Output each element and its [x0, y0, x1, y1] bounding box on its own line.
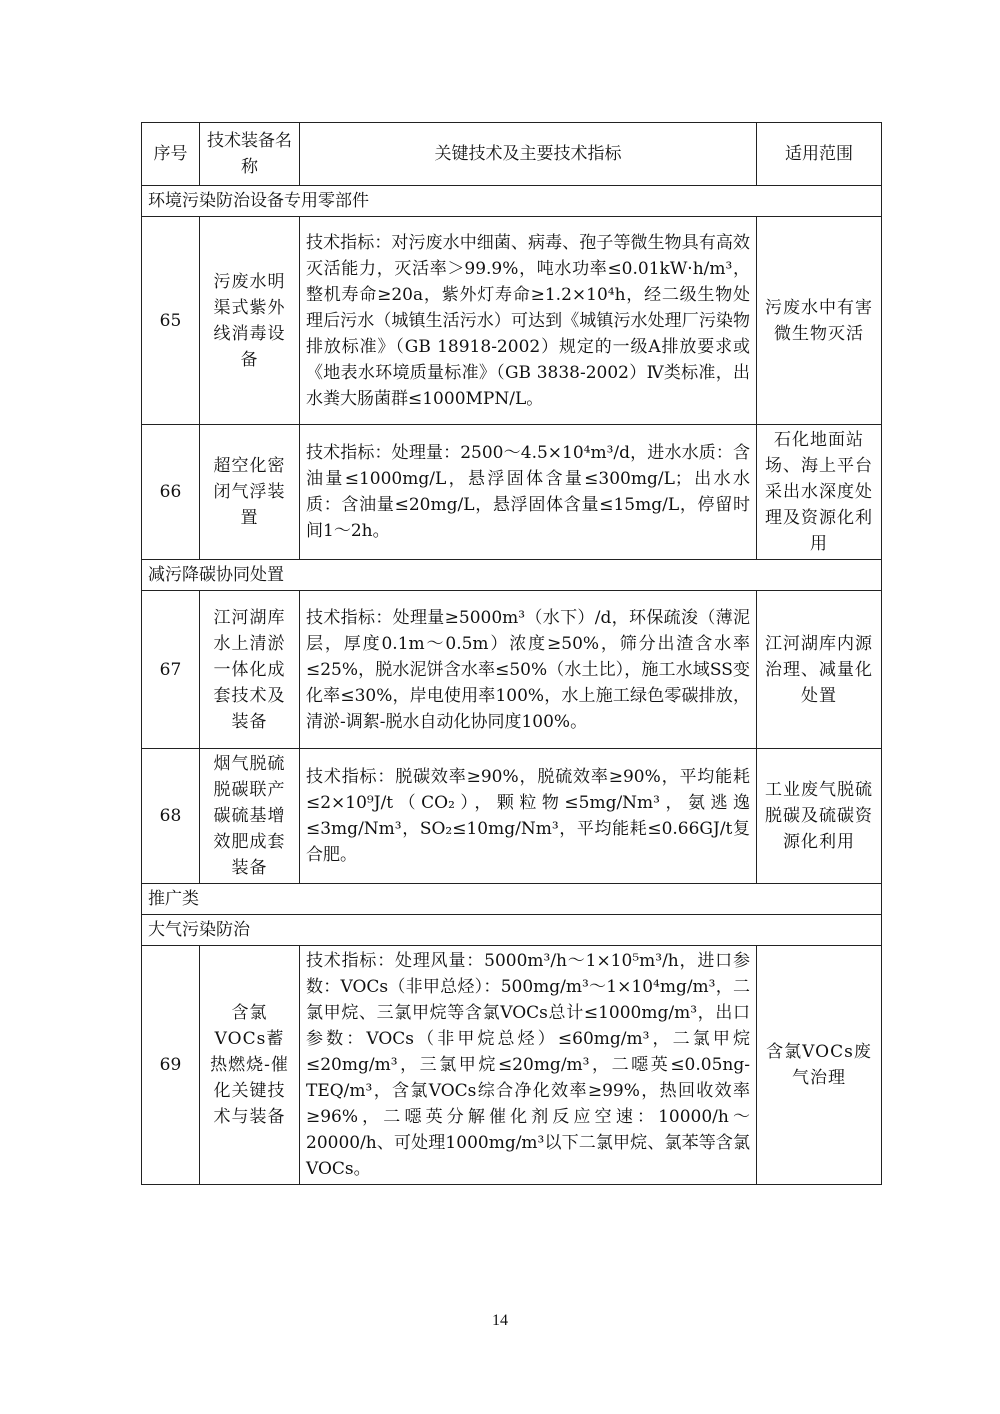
row-scope: 江河湖库内源治理、减量化处置 [757, 591, 882, 749]
table-row [142, 425, 882, 560]
row-spec: 技术指标：处理量≥5000m³（水下）/d，环保疏浚（薄泥层，厚度0.1m～0.5m）浓度≥50%，筛分出渣含水率≤25%，脱水泥饼含水率≤50%（水土比），施工水域SS变化率≤30%，岸电使用率100%，水上施工绿色零碳排放，清淤-调絮-脱水自动化协同度100%。 [300, 591, 757, 749]
row-equipment-name: 含氯VOCs蓄热燃烧-催化关键技术与装备 [200, 946, 300, 1185]
section-title: 推广类 [142, 884, 882, 915]
header-number: 序号 [142, 123, 200, 186]
table-header-row [142, 123, 882, 186]
table-row [142, 591, 882, 749]
row-number: 66 [142, 425, 200, 560]
header-name: 技术装备名称 [200, 123, 300, 186]
section-row [142, 884, 882, 915]
row-spec: 技术指标：对污废水中细菌、病毒、孢子等微生物具有高效灭活能力，灭活率＞99.9%，吨水功率≤0.01kW·h/m³，整机寿命≥20a，紫外灯寿命≥1.2×10⁴h，经二级生物处理后污水（城镇生活污水）可达到《城镇污水处理厂污染物排放标准》（GB 18918-2002）规定的一级A排放要求或《地表水环境质量标准》（GB 3838-2002）Ⅳ类标准，出水粪大肠菌群≤1000MPN/L。 [300, 217, 757, 425]
row-spec: 技术指标：处理量：2500～4.5×10⁴m³/d，进水水质：含油量≤1000mg/L，悬浮固体含量≤300mg/L；出水水质：含油量≤20mg/L，悬浮固体含量≤15mg/L，停留时间1～2h。 [300, 425, 757, 560]
row-scope: 工业废气脱硫脱碳及硫碳资源化利用 [757, 749, 882, 884]
table-row [142, 749, 882, 884]
header-scope: 适用范围 [757, 123, 882, 186]
section-row [142, 915, 882, 946]
section-row [142, 186, 882, 217]
row-number: 65 [142, 217, 200, 425]
row-equipment-name: 烟气脱硫脱碳联产碳硫基增效肥成套装备 [200, 749, 300, 884]
row-number: 69 [142, 946, 200, 1185]
row-scope: 石化地面站场、海上平台采出水深度处理及资源化利用 [757, 425, 882, 560]
row-number: 67 [142, 591, 200, 749]
table-row [142, 946, 882, 1185]
row-equipment-name: 江河湖库水上清淤一体化成套技术及装备 [200, 591, 300, 749]
equipment-table [141, 122, 882, 1185]
row-number: 68 [142, 749, 200, 884]
table-row [142, 217, 882, 425]
row-spec: 技术指标：处理风量：5000m³/h～1×10⁵m³/h，进口参数：VOCs（非甲总烃）：500mg/m³～1×10⁴mg/m³，二氯甲烷、三氯甲烷等含氯VOCs总计≤1000mg/m³，出口参数：VOCs（非甲烷总烃）≤60mg/m³，二氯甲烷≤20mg/m³，三氯甲烷≤20mg/m³，二噁英≤0.05ng-TEQ/m³，含氯VOCs综合净化效率≥99%，热回收效率≥96%，二噁英分解催化剂反应空速：10000/h～20000/h、可处理1000mg/m³以下二氯甲烷、氯苯等含氯VOCs。 [300, 946, 757, 1185]
section-title: 减污降碳协同处置 [142, 560, 882, 591]
page-number: 14 [492, 1312, 508, 1329]
row-scope: 污废水中有害微生物灭活 [757, 217, 882, 425]
row-equipment-name: 污废水明渠式紫外线消毒设备 [200, 217, 300, 425]
row-spec: 技术指标：脱碳效率≥90%，脱硫效率≥90%，平均能耗≤2×10⁹J/t（CO₂），颗粒物≤5mg/Nm³，氨逃逸≤3mg/Nm³，SO₂≤10mg/Nm³，平均能耗≤0.66GJ/t复合肥。 [300, 749, 757, 884]
section-row [142, 560, 882, 591]
section-title: 大气污染防治 [142, 915, 882, 946]
section-title: 环境污染防治设备专用零部件 [142, 186, 882, 217]
header-spec: 关键技术及主要技术指标 [300, 123, 757, 186]
row-scope: 含氯VOCs废气治理 [757, 946, 882, 1185]
row-equipment-name: 超空化密闭气浮装置 [200, 425, 300, 560]
